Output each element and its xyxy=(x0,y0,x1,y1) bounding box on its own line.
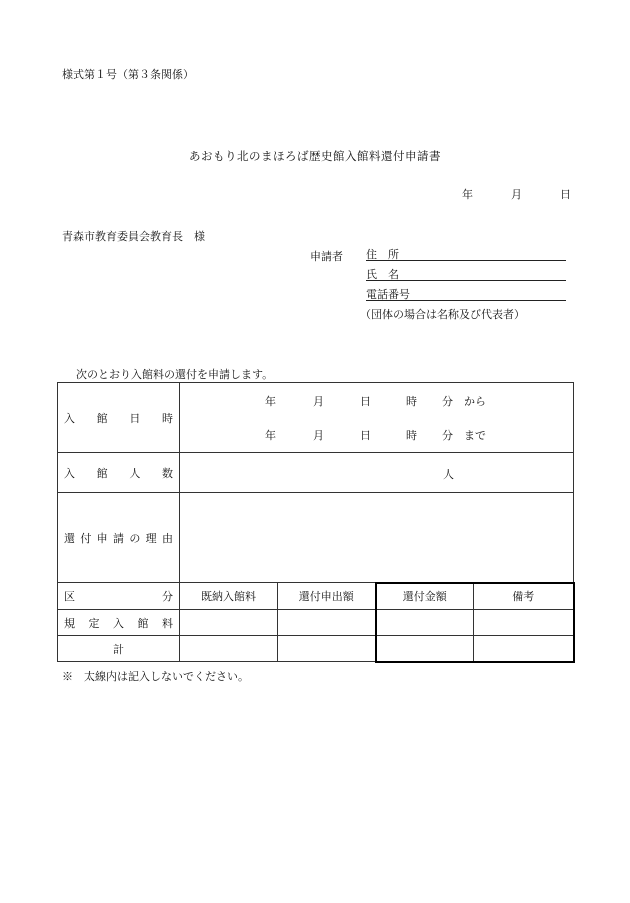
entry-end-line xyxy=(180,418,573,452)
cell-total-remarks xyxy=(474,636,574,662)
visitors-label: 入館人数 xyxy=(58,453,180,493)
end-day-unit: 日 xyxy=(360,428,371,442)
cell-standard-paid[interactable] xyxy=(180,610,278,636)
form-number: 様式第１号（第３条関係） xyxy=(62,68,194,81)
date-day-unit: 日 xyxy=(560,188,571,201)
row-standard-fee-label: 規定入館料 xyxy=(58,610,180,636)
footnote: ※ 太線内は記入しないでください。 xyxy=(62,670,249,683)
header-remarks: 備考 xyxy=(474,583,574,610)
cell-total-request[interactable] xyxy=(278,636,376,662)
category-label: 区分 xyxy=(58,583,180,610)
phone-field[interactable] xyxy=(366,286,566,301)
address-label: 住 所 xyxy=(366,248,399,261)
end-year-unit: 年 xyxy=(265,428,276,442)
entry-datetime-label: 入館日時 xyxy=(58,383,180,453)
date-year-unit: 年 xyxy=(462,188,473,201)
reason-cell[interactable] xyxy=(180,493,574,583)
cell-standard-refund xyxy=(376,610,474,636)
applicant-label: 申請者 xyxy=(310,250,343,263)
cell-standard-request[interactable] xyxy=(278,610,376,636)
end-minute-unit: 分 xyxy=(442,428,453,442)
application-table xyxy=(57,382,575,663)
application-date xyxy=(462,186,571,202)
header-refund-amount: 還付金額 xyxy=(376,583,474,610)
page-title: あおもり北のまほろば歴史館入館料還付申請書 xyxy=(189,149,441,163)
header-refund-request: 還付申出額 xyxy=(278,583,376,610)
intro-text: 次のとおり入館料の還付を申請します。 xyxy=(76,368,274,381)
from-label: から xyxy=(464,394,486,408)
reason-label: 還付申請の理由 xyxy=(58,493,180,583)
date-month-unit: 月 xyxy=(511,188,522,201)
start-hour-unit: 時 xyxy=(406,394,417,408)
phone-label: 電話番号 xyxy=(366,288,410,301)
name-label: 氏 名 xyxy=(366,268,399,281)
start-day-unit: 日 xyxy=(360,394,371,408)
group-note: （団体の場合は名称及び代表者） xyxy=(360,308,525,321)
addressee: 青森市教育委員会教育長 様 xyxy=(62,230,205,243)
entry-datetime-cell[interactable] xyxy=(180,383,574,453)
end-hour-unit: 時 xyxy=(406,428,417,442)
until-label: まで xyxy=(464,428,486,442)
end-month-unit: 月 xyxy=(313,428,324,442)
visitors-unit: 人 xyxy=(443,468,454,481)
start-month-unit: 月 xyxy=(313,394,324,408)
name-field[interactable] xyxy=(366,266,566,281)
cell-standard-remarks xyxy=(474,610,574,636)
cell-total-refund xyxy=(376,636,474,662)
start-minute-unit: 分 xyxy=(442,394,453,408)
cell-total-paid[interactable] xyxy=(180,636,278,662)
visitors-cell[interactable] xyxy=(180,453,574,493)
start-year-unit: 年 xyxy=(265,394,276,408)
row-total-label: 計 xyxy=(58,636,180,662)
header-paid-fee: 既納入館料 xyxy=(180,583,278,610)
entry-start-line xyxy=(180,384,573,418)
address-field[interactable] xyxy=(366,246,566,261)
